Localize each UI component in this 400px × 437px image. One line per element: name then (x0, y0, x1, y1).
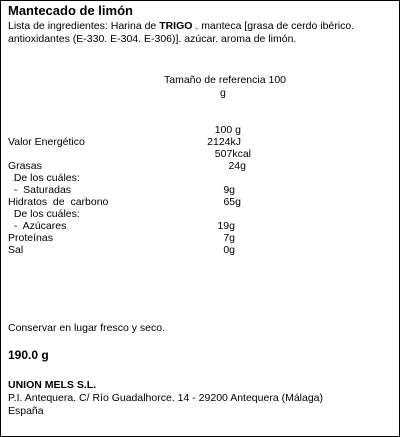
reference-size-line2: g (220, 87, 226, 99)
storage-instructions: Conservar en lugar fresco y seco. (8, 322, 165, 334)
company-name: UNION MELS S.L. (8, 379, 97, 391)
nutrition-row-label: De los cuáles: (8, 172, 80, 184)
ingredients-prefix: Lista de ingredientes: Harina de (8, 20, 160, 32)
nutrition-row-value: 9g (223, 184, 235, 196)
nutrition-row-label: Sal (8, 244, 24, 256)
net-weight: 190.0 g (8, 348, 49, 362)
ingredients-list (8, 20, 392, 45)
nutrition-row-value: 7g (223, 232, 235, 244)
nutrition-row-value: 24g (228, 160, 246, 172)
nutrition-row-label: Hidratos de carbono (8, 196, 109, 208)
ingredients-allergen: TRIGO (159, 20, 193, 32)
nutrition-header-value: 100 g (214, 124, 241, 136)
ingredients-suffix: . manteca [grasa de cerdo ibérico. antioxidantes (E-330. E-304. E-306)]. azúcar. aroma de limón. (8, 20, 355, 45)
nutrition-row-label: Proteínas (8, 232, 53, 244)
nutrition-row-label: Grasas (8, 160, 42, 172)
nutrition-row-value: 19g (217, 220, 235, 232)
nutrition-row-value: 65g (223, 196, 241, 208)
nutrition-row-label: De los cuáles: (8, 208, 80, 220)
nutrition-row-label: - Azúcares (8, 220, 67, 232)
company-address: P.I. Antequera. C/ Río Guadalhorce. 14 - 29200 Antequera (Málaga) (8, 392, 324, 404)
reference-size-line1: Tamaño de referencia 100 (164, 74, 286, 86)
company-country: España (8, 405, 44, 417)
nutrition-row-value: 0g (223, 244, 235, 256)
nutrition-row-label: - Saturadas (8, 184, 72, 196)
product-title: Mantecado de limón (8, 3, 133, 18)
nutrition-row-value: 2124kJ (207, 136, 241, 148)
nutrition-row-label: Valor Energético (8, 136, 85, 148)
nutrition-row-value: 507kcal (214, 148, 251, 160)
